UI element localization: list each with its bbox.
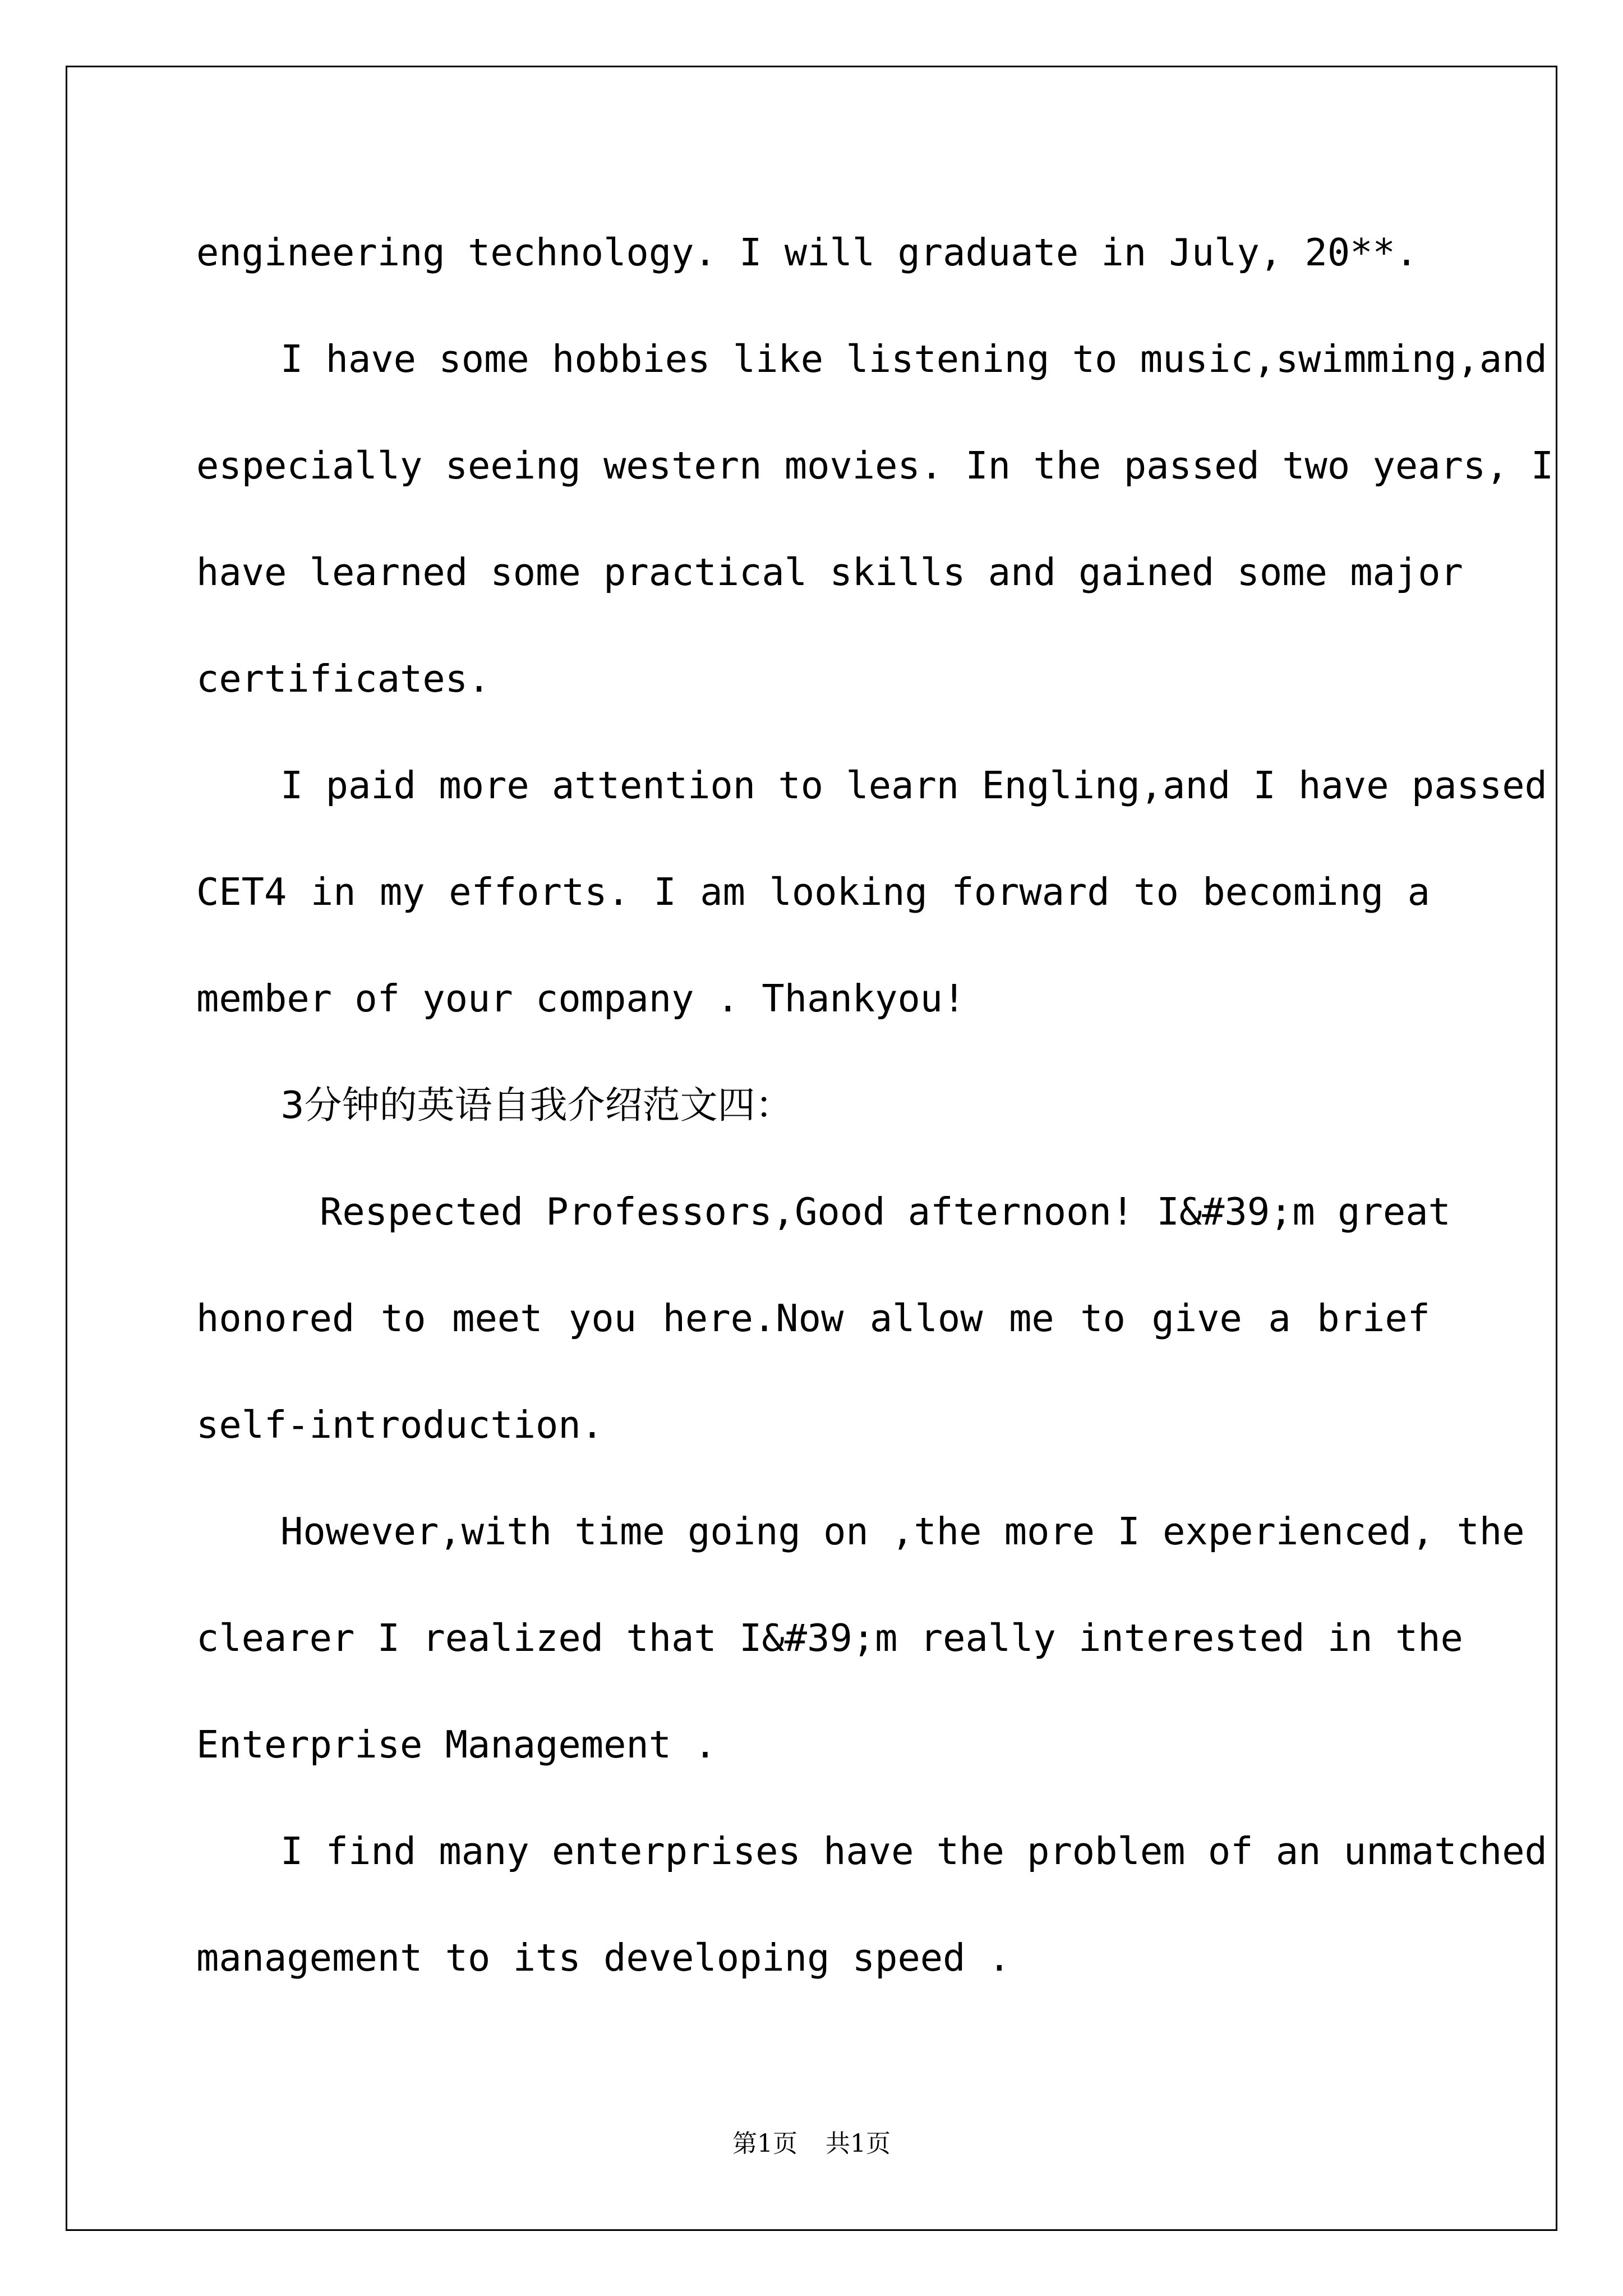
document-body — [196, 210, 1554, 2022]
text-line: engineering technology. I will graduate in July, 20**. — [196, 231, 1418, 274]
text-line: I have some hobbies like listening to music,swimming,and — [280, 337, 1547, 381]
text-line: CET4 in my efforts. I am looking forward to becoming a — [196, 870, 1430, 914]
text-line: Enterprise Management . — [196, 1723, 717, 1766]
page-footer — [0, 2123, 1623, 2159]
text-line: have learned some practical skills and gained some major — [196, 550, 1463, 594]
text-line: self-introduction. — [196, 1403, 604, 1447]
text-line: Respected Professors,Good afternoon! I&#39;m great — [320, 1190, 1451, 1234]
text-line: I find many enterprises have the problem of an unmatched — [280, 1829, 1547, 1873]
text-line: clearer I realized that I&#39;m really interested in the — [196, 1616, 1463, 1660]
text-line: management to its developing speed . — [196, 1936, 1011, 1980]
text-line: especially seeing western movies. In the passed two years, I — [196, 444, 1554, 487]
section-heading: 3分钟的英语自我介绍范文四： — [280, 1083, 793, 1127]
text-line: I paid more attention to learn Engling,and I have passed — [280, 763, 1547, 807]
text-line: certificates. — [196, 657, 491, 701]
text-line: However,with time going on ,the more I experienced, the — [280, 1510, 1525, 1553]
text-line: member of your company . Thankyou! — [196, 977, 966, 1020]
text-line: honored to meet you here.Now allow me to give a brief — [196, 1296, 1430, 1340]
page-total: 共1页 — [826, 2129, 891, 2158]
page-number: 第1页 — [732, 2129, 797, 2158]
